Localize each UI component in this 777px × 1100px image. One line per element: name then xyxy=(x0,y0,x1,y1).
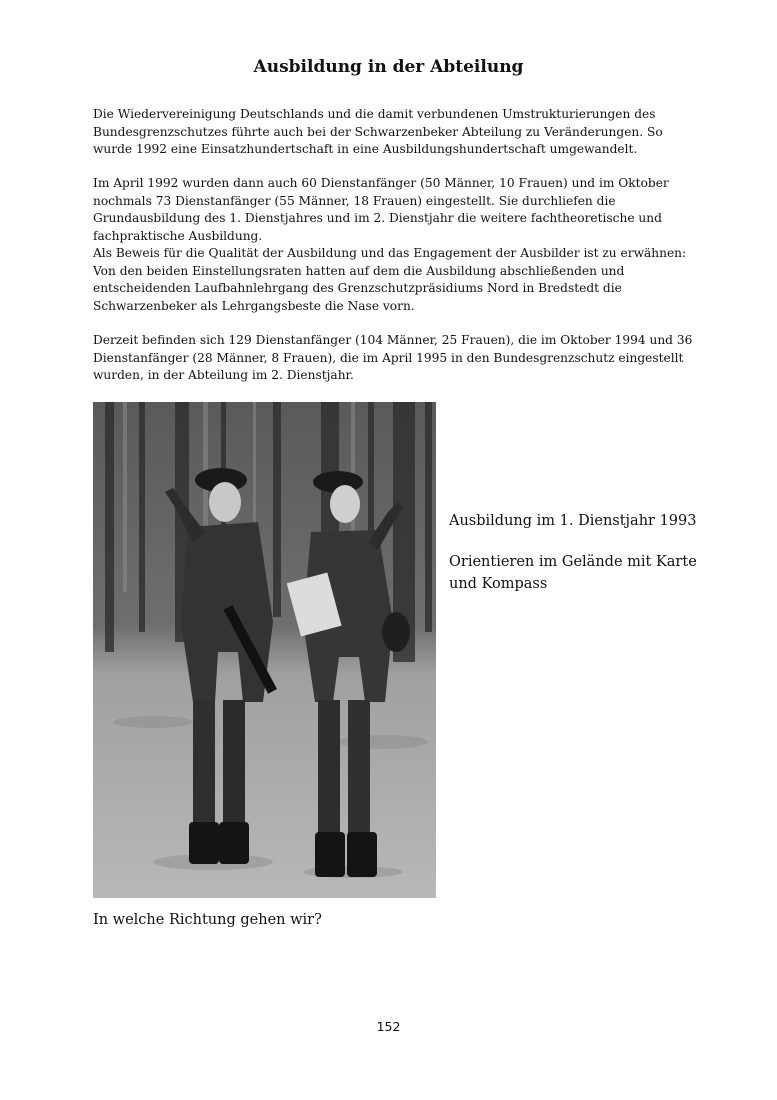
photo-caption-year: Ausbildung im 1. Dienstjahr 1993 xyxy=(449,513,697,529)
photo-question-caption: In welche Richtung gehen wir? xyxy=(93,912,322,928)
paragraph-reunification: Die Wiedervereinigung Deutschlands und die damit verbundenen Umstrukturierungen des Bundesgrenzschutzes führte auch bei der Schwarzenbeker Abteilung zu Veränderungen. So wurde 1992 eine Einsatzhundertschaft in eine Ausbildungshundertschaft umgewandelt. xyxy=(93,107,663,157)
paragraph-training-quality-intro: Als Beweis für die Qualität der Ausbildung und das Engagement der Ausbilder ist zu erwähnen: xyxy=(93,246,687,260)
page-title: Ausbildung in der Abteilung xyxy=(253,57,524,77)
paragraph-current-trainees: Derzeit befinden sich 129 Dienstanfänger (104 Männer, 25 Frauen), die im Oktober 1994 und 36 Dienstanfänger (28 Männer, 8 Frauen), die im April 1995 in den Bundesgrenzschutz eingestellt wurden, in der Abteilung im 2. Dienstjahr. xyxy=(93,333,693,383)
paragraph-training-quality xyxy=(93,245,693,315)
photo-caption-description: Orientieren im Gelände mit Karte und Kompass xyxy=(449,554,697,592)
paragraph-recruitment-1992: Im April 1992 wurden dann auch 60 Dienstanfänger (50 Männer, 10 Frauen) und im Oktober nochmals 73 Dienstanfänger (55 Männer, 18 Frauen) eingestellt. Sie durchliefen die Grundausbildung des 1. Dienstjahres und im 2. Dienstjahr die weitere fachtheoretische und fachpraktische Ausbildung. xyxy=(93,176,669,243)
training-photo xyxy=(93,402,436,898)
page-number: 152 xyxy=(376,1019,401,1034)
paragraph-training-quality-detail: Von den beiden Einstellungsraten hatten auf dem die Ausbildung abschließenden und entscheidenden Laufbahnlehrgang des Grenzschutzpräsidiums Nord in Bredstedt die Schwarzenbeker als Lehrgangsbeste die Nase vorn. xyxy=(93,263,625,313)
